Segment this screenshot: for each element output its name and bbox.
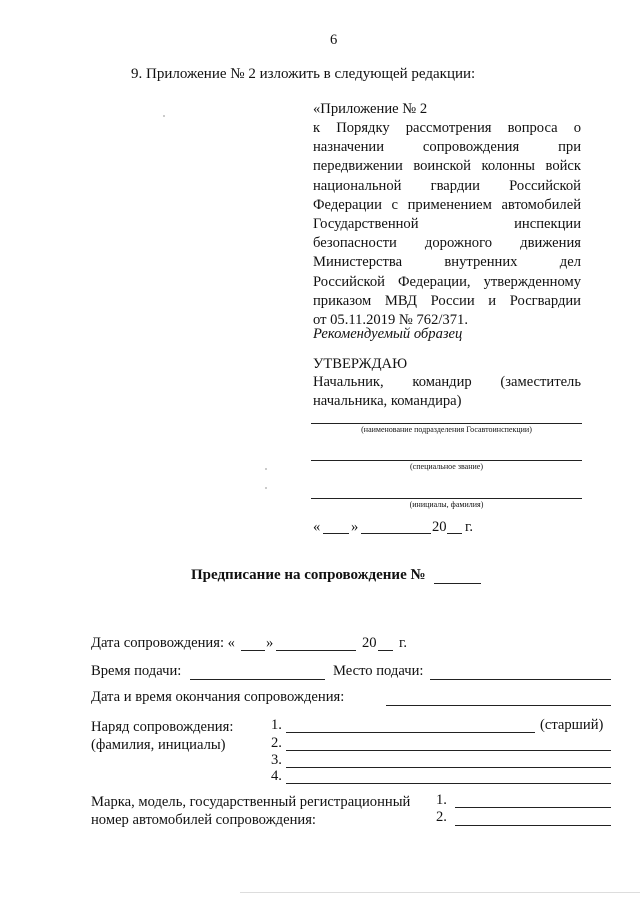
end-datetime-label: Дата и время окончания сопровождения:	[91, 689, 345, 705]
vehicle-number: 2.	[436, 809, 447, 825]
appendix-text	[313, 119, 581, 330]
senior-label: (старший)	[540, 717, 604, 733]
approve-line: начальника, командира)	[313, 393, 462, 410]
squad-number: 2.	[271, 735, 282, 751]
appendix-line: к Порядку рассмотрения вопроса о	[313, 120, 581, 136]
appendix-line: Министерства внутренних дел	[313, 254, 581, 271]
appendix-line: Федерации с применением автомобилей	[313, 196, 581, 213]
appendix-line: приказом МВД России и Росгвардии	[313, 292, 581, 309]
escort-month-field[interactable]	[276, 650, 356, 651]
arrival-time-label: Время подачи:	[91, 663, 182, 679]
rank-caption: (специальное звание)	[410, 462, 483, 471]
appendix-line: назначении сопровождения при	[313, 139, 581, 156]
escort-date-label: Дата сопровождения: «	[91, 635, 235, 651]
approve-line: Начальник, командир (заместитель	[313, 374, 581, 390]
squad-member-3-field[interactable]	[286, 767, 611, 768]
squad-label: Наряд сопровождения:	[91, 719, 234, 735]
rank-signature-line[interactable]	[311, 460, 582, 461]
squad-member-2-field[interactable]	[286, 750, 611, 751]
appendix-line: национальной гвардии Российской	[313, 177, 581, 194]
squad-sublabel: (фамилия, инициалы)	[91, 737, 226, 753]
escort-year-field[interactable]	[378, 650, 393, 651]
appendix-line: передвижении воинской колонны войск	[313, 158, 581, 175]
vehicle-label: Марка, модель, государственный регистрационный	[91, 794, 411, 810]
vehicle-sublabel: номер автомобилей сопровождения:	[91, 812, 316, 828]
prescription-number-field[interactable]	[434, 583, 481, 584]
vehicle-1-field[interactable]	[455, 807, 611, 808]
prescription-title: Предписание на сопровождение №	[191, 567, 426, 583]
arrival-place-label: Место подачи:	[333, 663, 424, 679]
scan-speck	[265, 487, 267, 489]
approve-title: УТВЕРЖДАЮ	[313, 356, 408, 372]
approve-text	[313, 373, 581, 411]
page-number: 6	[330, 32, 338, 48]
sample-label: Рекомендуемый образец	[313, 326, 463, 342]
squad-member-4-field[interactable]	[286, 783, 611, 784]
appendix-line: от 05.11.2019 № 762/371.	[313, 311, 468, 328]
squad-number: 3.	[271, 752, 282, 768]
appendix-title: «Приложение № 2	[313, 101, 428, 117]
squad-member-1-field[interactable]	[286, 732, 535, 733]
scan-speck	[265, 468, 267, 470]
squad-number: 1.	[271, 717, 282, 733]
unit-caption: (наименование подразделения Госавтоинспекции)	[361, 425, 532, 434]
vehicle-number: 1.	[436, 792, 447, 808]
escort-date-year: 20	[362, 635, 377, 651]
appendix-line: безопасности дорожного движения	[313, 235, 581, 252]
approve-month-field[interactable]	[361, 533, 431, 534]
name-caption: (инициалы, фамилия)	[409, 500, 484, 509]
appendix-line: Государственной инспекции	[313, 215, 581, 232]
end-datetime-field[interactable]	[386, 705, 611, 706]
scan-edge-line	[240, 892, 640, 893]
escort-date-suffix: г.	[399, 635, 407, 651]
squad-number: 4.	[271, 768, 282, 784]
item-9-heading: 9. Приложение № 2 изложить в следующей редакции:	[131, 66, 476, 82]
vehicle-2-field[interactable]	[455, 825, 611, 826]
arrival-time-field[interactable]	[190, 679, 325, 680]
escort-date-close: »	[266, 635, 274, 651]
arrival-place-field[interactable]	[430, 679, 611, 680]
approve-year-field[interactable]	[447, 533, 462, 534]
unit-signature-line[interactable]	[311, 423, 582, 424]
approve-date-open: «	[313, 519, 321, 535]
appendix-line: Российской Федерации, утвержденному	[313, 273, 581, 290]
approve-date-year: 20	[432, 519, 447, 535]
escort-day-field[interactable]	[241, 650, 265, 651]
approve-date-close: »	[351, 519, 359, 535]
approve-day-field[interactable]	[323, 533, 349, 534]
name-signature-line[interactable]	[311, 498, 582, 499]
scan-speck	[163, 115, 165, 117]
approve-date-suffix: г.	[465, 519, 473, 535]
